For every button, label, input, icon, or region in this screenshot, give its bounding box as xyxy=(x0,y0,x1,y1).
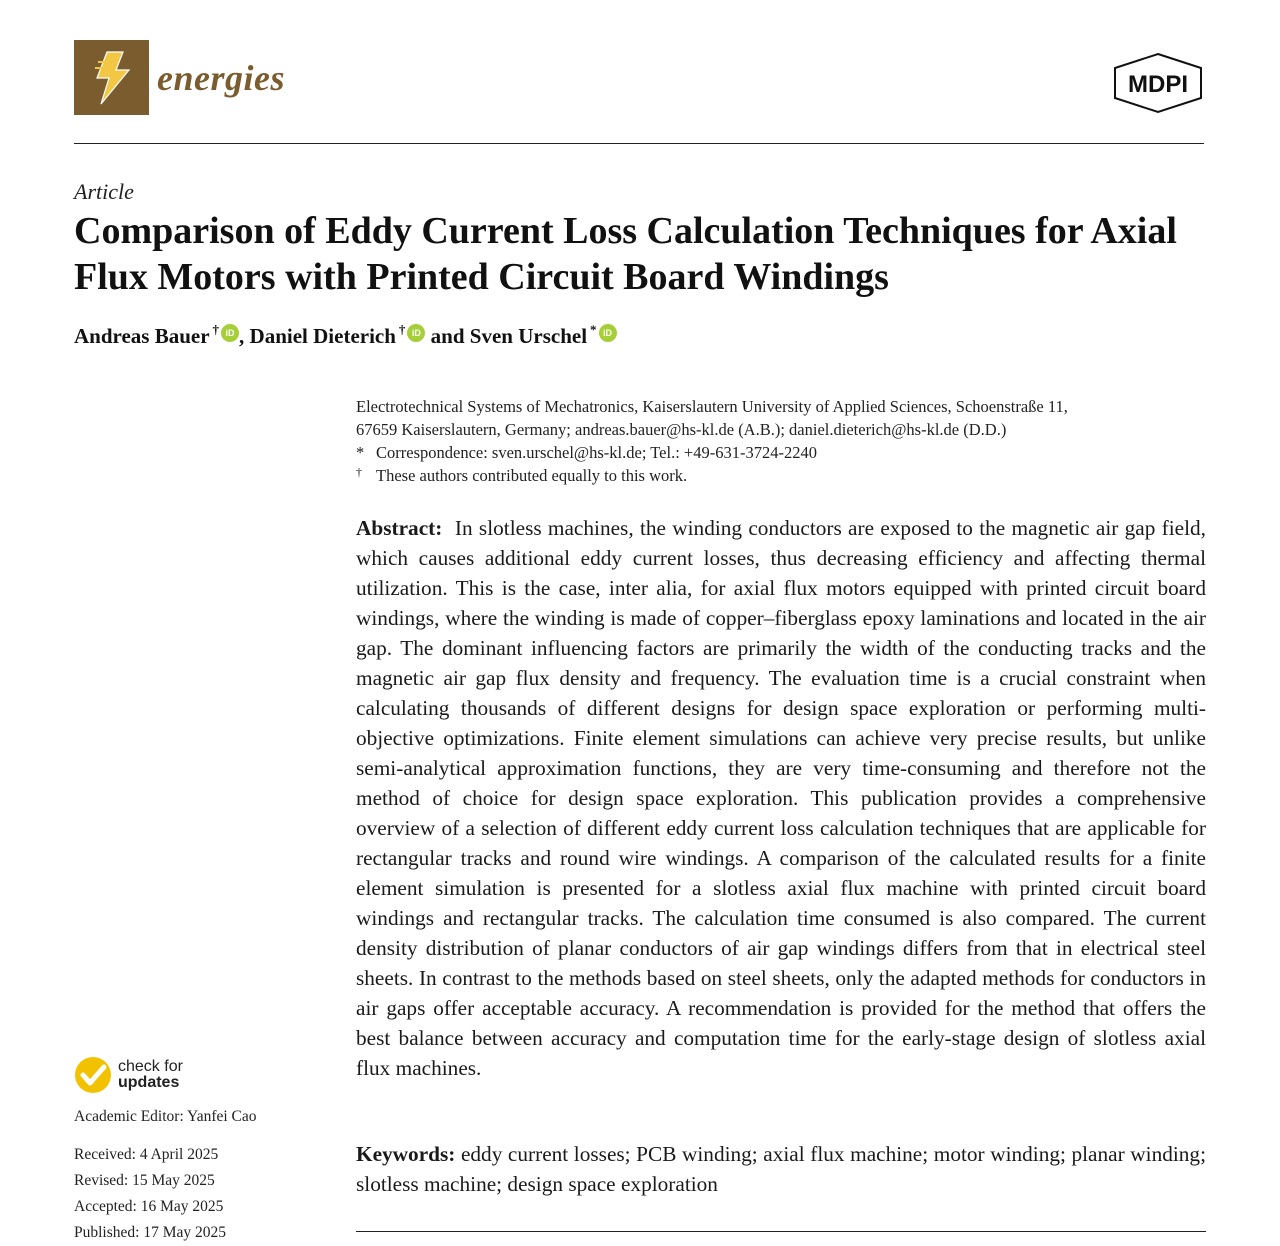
journal-logo[interactable] xyxy=(74,40,285,115)
journal-name: energies xyxy=(157,57,285,98)
author-mark: * xyxy=(590,321,597,337)
footer-divider xyxy=(356,1231,1206,1232)
check-for-updates-icon xyxy=(74,1056,112,1094)
lightning-icon xyxy=(74,40,149,115)
publisher-name: MDPI xyxy=(1128,71,1188,98)
article-type: Article xyxy=(74,179,134,204)
author-mark: † xyxy=(212,321,220,337)
equal-contribution-mark: † xyxy=(356,465,362,479)
abstract-label: Abstract: xyxy=(356,516,443,540)
author-list xyxy=(74,321,617,349)
correspondence-mark: * xyxy=(356,443,365,462)
correspondence-text: Correspondence: sven.urschel@hs-kl.de; Tel.: +49-631-3724-2240 xyxy=(376,443,817,462)
affiliation-line: 67659 Kaiserslautern, Germany; andreas.bauer@hs-kl.de (A.B.); daniel.dieterich@hs-kl.de (D.D.) xyxy=(356,420,1007,439)
academic-editor: Academic Editor: Yanfei Cao xyxy=(74,1108,257,1125)
equal-contribution-note xyxy=(356,464,1206,489)
keywords-label: Keywords: xyxy=(356,1142,456,1166)
author-separator: and xyxy=(425,324,470,348)
updates-line2: updates xyxy=(118,1074,180,1091)
affiliations xyxy=(356,395,1206,489)
abstract-text: In slotless machines, the winding conductors are exposed to the magnetic air gap field, which causes additional eddy current losses, thus decreasing efficiency and affecting thermal utilization. This is the case, inter alia, for axial flux motors equipped with printed circuit board windings, where the winding is made of copper–fiberglass epoxy laminations and located in the air gap. The dominant influencing factors are primarily the width of the conducting tracks and the magnetic air gap flux density and frequency. The evaluation time is a crucial constraint when calculating thousands of different designs for design space exploration or performing multi-objective optimizations. Finite element simulations can achieve very precise results, but unlike semi-analytical approximation functions, they are very time-consuming and therefore not the method of choice for design space exploration. This publication provides a comprehensive overview of a selection of different eddy current loss calculation techniques that are applicable for rectangular tracks and round wire windings. A comparison of the calculated results for a finite element simulation is presented for a slotless axial flux machine with printed circuit board windings and rectangular tracks. The calculation time consumed is also compared. The current density distribution of planar conductors of air gap windings differs from that in electrical steel sheets. In contrast to the methods based on steel sheets, only the adapted methods for conductors in air gaps offer acceptable accuracy. A recommendation is provided for the method that offers the best balance between accuracy and computation time for the early-stage design of slotless axial flux machines. xyxy=(356,516,1206,1080)
revised-date: Revised: 15 May 2025 xyxy=(74,1172,215,1189)
publisher-logo[interactable] xyxy=(1110,52,1206,119)
correspondence-note xyxy=(356,441,1206,464)
orcid-icon[interactable]: iD xyxy=(599,324,617,342)
affiliation-line: Electrotechnical Systems of Mechatronics, Kaiserslautern University of Applied Sciences, Schoenstraße 11, xyxy=(356,397,1068,416)
published-date: Published: 17 May 2025 xyxy=(74,1224,226,1241)
check-for-updates-badge[interactable] xyxy=(74,1056,183,1094)
equal-contribution-text: These authors contributed equally to this work. xyxy=(376,466,688,485)
keywords xyxy=(356,1139,1206,1199)
author-name[interactable]: Daniel Dieterich xyxy=(249,324,396,348)
publication-dates xyxy=(74,1142,226,1246)
updates-line1: check for xyxy=(118,1058,183,1075)
article-title: Comparison of Eddy Current Loss Calculation Techniques for Axial Flux Motors with Printed Circuit Board Windings xyxy=(74,210,1177,298)
abstract xyxy=(356,513,1206,1083)
received-date: Received: 4 April 2025 xyxy=(74,1146,219,1163)
orcid-icon[interactable]: iD xyxy=(221,324,239,342)
author-separator: , xyxy=(239,324,250,348)
author-name[interactable]: Andreas Bauer xyxy=(74,324,210,348)
header-divider xyxy=(74,143,1204,144)
orcid-icon[interactable]: iD xyxy=(407,324,425,342)
author-mark: † xyxy=(398,321,406,337)
author-name[interactable]: Sven Urschel xyxy=(469,324,588,348)
accepted-date: Accepted: 16 May 2025 xyxy=(74,1198,224,1215)
keywords-text: eddy current losses; PCB winding; axial flux machine; motor winding; planar winding; slotless machine; design space exploration xyxy=(356,1142,1206,1196)
